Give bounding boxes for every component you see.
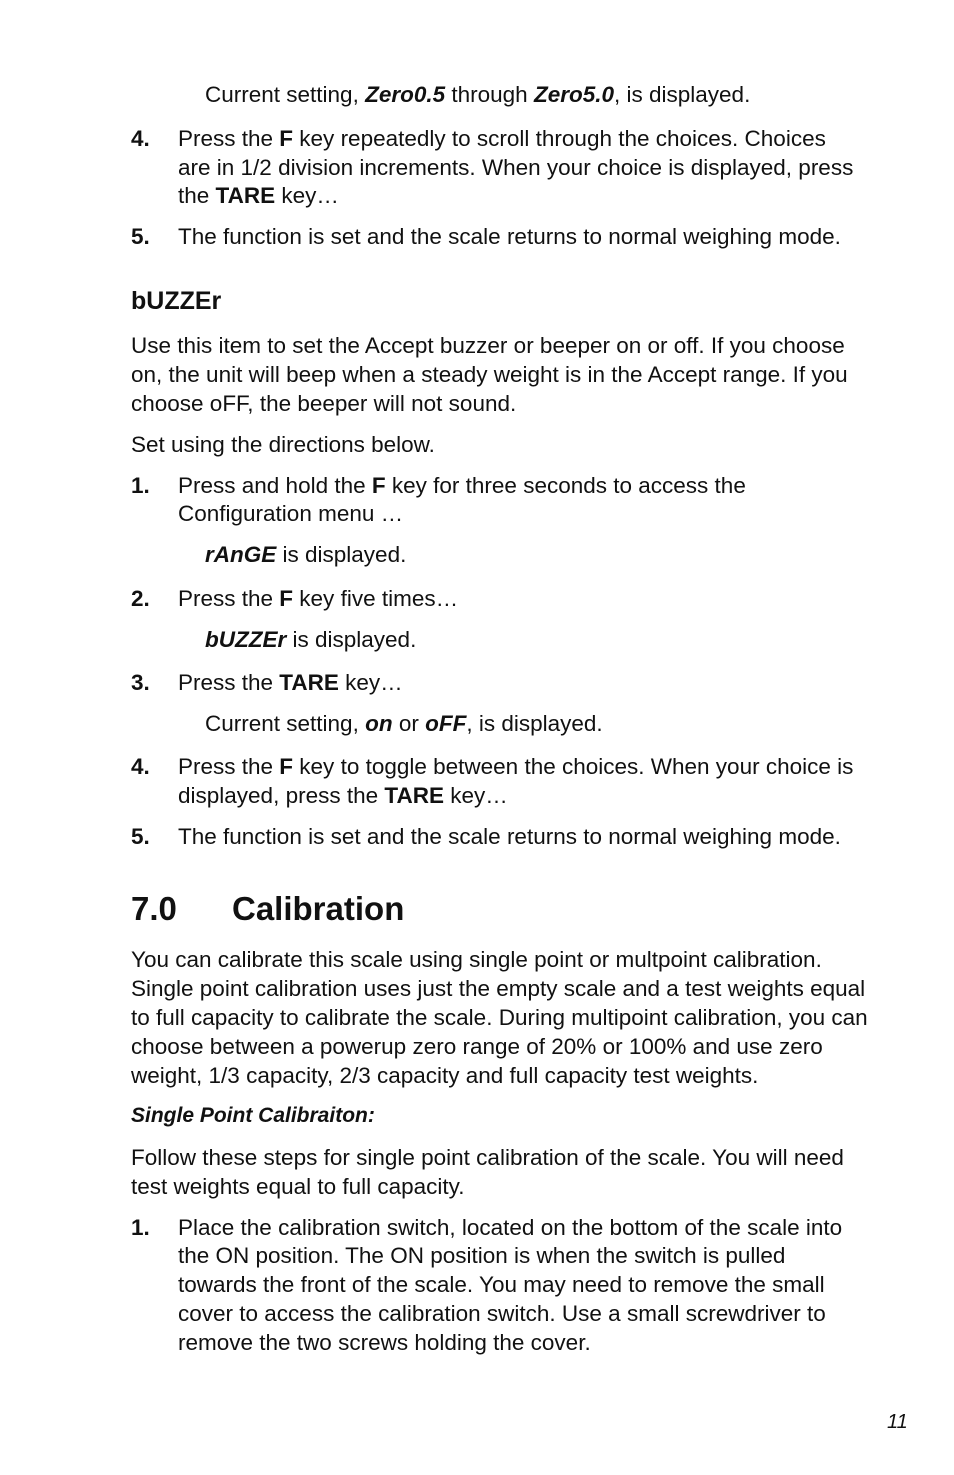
paragraph-line: choose oFF, the beeper will not sound. bbox=[131, 391, 517, 416]
section-heading-buzzer: bUZZEr bbox=[131, 287, 222, 315]
step-text: towards the front of the scale. You may need to remove the small bbox=[178, 1272, 825, 1297]
step-text: The function is set and the scale returns to normal weighing mode. bbox=[178, 224, 841, 249]
step-text: cover to access the calibration switch. Use a small screwdriver to bbox=[178, 1301, 826, 1326]
page-number: 11 bbox=[887, 1411, 908, 1433]
step-text: Place the calibration switch, located on the bottom of the scale into bbox=[178, 1215, 843, 1240]
paragraph-line: Follow these steps for single point calibration of the scale. You will need bbox=[131, 1145, 844, 1170]
step-text: Press the F key five times… bbox=[178, 586, 459, 611]
step-number: 2. bbox=[131, 586, 150, 611]
step-number: 4. bbox=[131, 126, 150, 151]
step-text: remove the two screws holding the cover. bbox=[178, 1330, 591, 1355]
step-number: 3. bbox=[131, 670, 150, 695]
step-result: Current setting, on or oFF, is displayed. bbox=[205, 711, 603, 736]
step-result: bUZZEr is displayed. bbox=[205, 627, 417, 652]
paragraph-line: to full capacity to calibrate the scale. During multipoint calibration, you can bbox=[131, 1005, 868, 1030]
step-number: 1. bbox=[131, 473, 150, 498]
step-text: The function is set and the scale returns to normal weighing mode. bbox=[178, 824, 841, 849]
step-text: the TARE key… bbox=[178, 183, 339, 208]
paragraph-line: You can calibrate this scale using single point or multpoint calibration. bbox=[131, 947, 822, 972]
paragraph-line: test weights equal to full capacity. bbox=[131, 1174, 465, 1199]
section-title: Calibration bbox=[232, 890, 405, 927]
paragraph-line: choose between a powerup zero range of 20% or 100% and use zero bbox=[131, 1034, 823, 1059]
step-text: Configuration menu … bbox=[178, 501, 404, 526]
step-text: Press the F key to toggle between the choices. When your choice is bbox=[178, 754, 854, 779]
step-number: 4. bbox=[131, 754, 150, 779]
paragraph-line: Set using the directions below. bbox=[131, 432, 435, 457]
step-result: rAnGE is displayed. bbox=[205, 542, 407, 567]
paragraph-line: weight, 1/3 capacity, 2/3 capacity and full capacity test weights. bbox=[131, 1063, 759, 1088]
section-number: 7.0 bbox=[131, 890, 177, 927]
step-text: displayed, press the TARE key… bbox=[178, 783, 508, 808]
step-text: Press the F key repeatedly to scroll through the choices. Choices bbox=[178, 126, 826, 151]
step-text: are in 1/2 division increments. When your choice is displayed, press bbox=[178, 155, 854, 180]
current-setting-zero-line: Current setting, Zero0.5 through Zero5.0, is displayed. bbox=[205, 82, 751, 107]
subsection-heading: Single Point Calibraiton: bbox=[131, 1104, 375, 1127]
step-text: the ON position. The ON position is when the switch is pulled bbox=[178, 1243, 786, 1268]
step-number: 5. bbox=[131, 224, 150, 249]
step-text: Press and hold the F key for three seconds to access the bbox=[178, 473, 746, 498]
paragraph-line: on, the unit will beep when a steady weight is in the Accept range. If you bbox=[131, 362, 848, 387]
step-text: Press the TARE key… bbox=[178, 670, 403, 695]
paragraph-line: Single point calibration uses just the empty scale and a test weights equal bbox=[131, 976, 866, 1001]
step-number: 5. bbox=[131, 824, 150, 849]
paragraph-line: Use this item to set the Accept buzzer or beeper on or off. If you choose bbox=[131, 333, 845, 358]
step-number: 1. bbox=[131, 1215, 150, 1240]
